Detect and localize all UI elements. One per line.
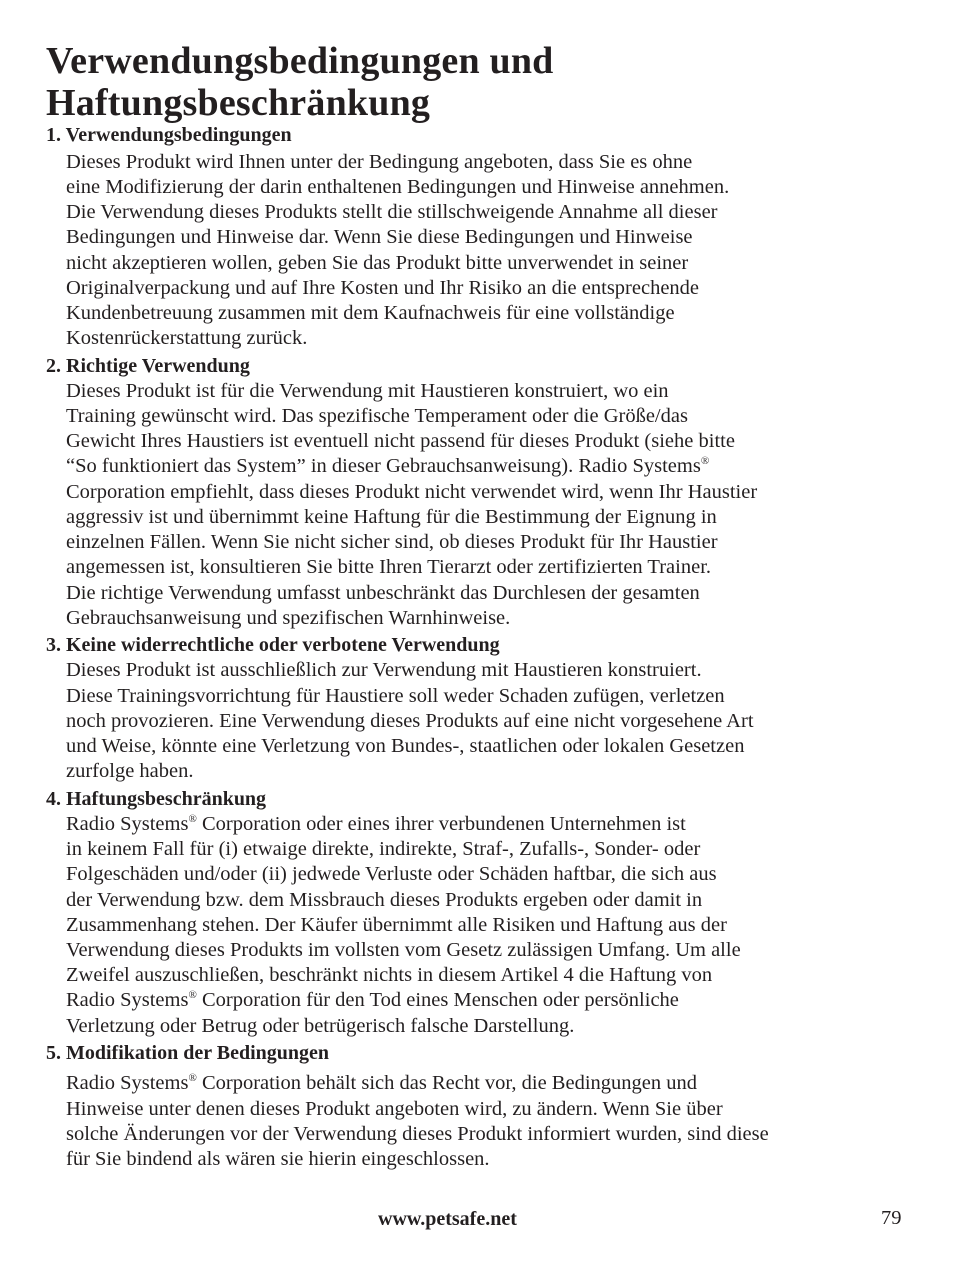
section-2-line: Corporation empfiehlt, dass dieses Produkt nicht verwendet wird, wenn Ihr Haustier xyxy=(66,481,758,503)
section-2-line xyxy=(66,454,709,479)
section-5-line-text: Radio Systems xyxy=(66,1072,189,1094)
section-4-line xyxy=(66,812,686,837)
section-5-line: Hinweise unter denen dieses Produkt angeboten wird, zu ändern. Wenn Sie über xyxy=(66,1098,723,1120)
section-2-line: angemessen ist, konsultieren Sie bitte Ihren Tierarzt oder zertifizierten Trainer. xyxy=(66,556,712,578)
section-heading-terms-of-use: 1. Verwendungsbedingungen xyxy=(46,124,292,146)
section-1-line: Bedingungen und Hinweise dar. Wenn Sie diese Bedingungen und Hinweise xyxy=(66,226,693,248)
section-4-line: Zusammenhang stehen. Der Käufer übernimmt alle Risiken und Haftung aus der xyxy=(66,914,727,936)
section-heading-limitation-of-liability: 4. Haftungsbeschränkung xyxy=(46,788,267,810)
section-1-line: Kundenbetreuung zusammen mit dem Kaufnachweis für eine vollständige xyxy=(66,302,675,324)
section-4-line xyxy=(66,988,679,1013)
registered-mark: ® xyxy=(188,989,197,1001)
page-title xyxy=(46,40,554,124)
page-number: 79 xyxy=(881,1207,902,1229)
registered-mark: ® xyxy=(700,455,710,467)
section-2-line: Gebrauchsanweisung und spezifischen Warnhinweise. xyxy=(66,607,511,629)
section-3-line: zurfolge haben. xyxy=(66,760,194,782)
section-2-line-text: “So funktioniert das System” in dieser Gebrauchsanweisung). Radio Systems xyxy=(66,455,701,477)
section-2-line: Training gewünscht wird. Das spezifische Temperament oder die Größe/das xyxy=(66,405,688,427)
section-2-line: Dieses Produkt ist für die Verwendung mit Haustieren konstruiert, wo ein xyxy=(66,380,669,402)
section-4-line: Zweifel auszuschließen, beschränkt nichts in diesem Artikel 4 die Haftung von xyxy=(66,964,713,986)
section-2-line: Die richtige Verwendung umfasst unbeschränkt das Durchlesen der gesamten xyxy=(66,582,700,604)
section-4-line: Verletzung oder Betrug oder betrügerisch falsche Darstellung. xyxy=(66,1015,575,1037)
footer-website-url: www.petsafe.net xyxy=(378,1208,517,1230)
section-3-line: Diese Trainingsvorrichtung für Haustiere soll weder Schaden zufügen, verletzen xyxy=(66,685,725,707)
section-2-line: Gewicht Ihres Haustiers ist eventuell nicht passend für dieses Produkt (siehe bitte xyxy=(66,430,735,452)
section-5-line: solche Änderungen vor der Verwendung dieses Produkt informiert wurden, sind diese xyxy=(66,1123,769,1145)
section-4-line: in keinem Fall für (i) etwaige direkte, indirekte, Straf-, Zufalls-, Sonder- oder xyxy=(66,838,701,860)
section-2-line: einzelnen Fällen. Wenn Sie nicht sicher sind, ob dieses Produkt für Ihr Haustier xyxy=(66,531,718,553)
section-4-line-text: Radio Systems xyxy=(66,989,189,1011)
section-1-line: eine Modifizierung der darin enthaltenen Bedingungen und Hinweise annehmen. xyxy=(66,176,730,198)
section-2-line: aggressiv ist und übernimmt keine Haftung für die Bestimmung der Eignung in xyxy=(66,506,717,528)
section-1-line: Kostenrückerstattung zurück. xyxy=(66,327,308,349)
section-4-line-text: Corporation oder eines ihrer verbundenen Unternehmen ist xyxy=(196,813,686,835)
section-4-line: Folgeschäden und/oder (ii) jedwede Verluste oder Schäden haftbar, die sich aus xyxy=(66,863,717,885)
page-title-line-2: Haftungsbeschränkung xyxy=(46,82,431,124)
section-1-line: nicht akzeptieren wollen, geben Sie das Produkt bitte unverwendet in seiner xyxy=(66,252,689,274)
section-1-line: Die Verwendung dieses Produkts stellt die stillschweigende Annahme all dieser xyxy=(66,201,718,223)
section-4-line: der Verwendung bzw. dem Missbrauch dieses Produkts ergeben oder damit in xyxy=(66,889,703,911)
section-heading-proper-use: 2. Richtige Verwendung xyxy=(46,355,250,377)
section-4-line-text: Corporation für den Tod eines Menschen oder persönliche xyxy=(196,989,679,1011)
section-1-line: Originalverpackung und auf Ihre Kosten und Ihr Risiko an die entsprechende xyxy=(66,277,700,299)
registered-mark: ® xyxy=(188,1072,197,1084)
section-4-line-text: Radio Systems xyxy=(66,813,189,835)
section-4-line: Verwendung dieses Produkts im vollsten vom Gesetz zulässigen Umfang. Um alle xyxy=(66,939,741,961)
section-3-line: Dieses Produkt ist ausschließlich zur Verwendung mit Haustieren konstruiert. xyxy=(66,659,702,681)
section-1-line: Dieses Produkt wird Ihnen unter der Bedingung angeboten, dass Sie es ohne xyxy=(66,151,693,173)
section-heading-no-unlawful-use: 3. Keine widerrechtliche oder verbotene Verwendung xyxy=(46,634,500,656)
section-3-line: noch provozieren. Eine Verwendung dieses Produkts auf eine nicht vorgesehene Art xyxy=(66,710,754,732)
section-5-line-text: Corporation behält sich das Recht vor, die Bedingungen und xyxy=(196,1072,698,1094)
registered-mark: ® xyxy=(188,813,197,825)
section-3-line: und Weise, könnte eine Verletzung von Bundes-, staatlichen oder lokalen Gesetzen xyxy=(66,735,745,757)
section-5-line: für Sie bindend als wären sie hierin eingeschlossen. xyxy=(66,1148,490,1170)
page-title-line-1: Verwendungsbedingungen und xyxy=(46,40,554,82)
section-heading-modification-of-terms: 5. Modifikation der Bedingungen xyxy=(46,1042,330,1064)
section-5-line xyxy=(66,1071,697,1096)
